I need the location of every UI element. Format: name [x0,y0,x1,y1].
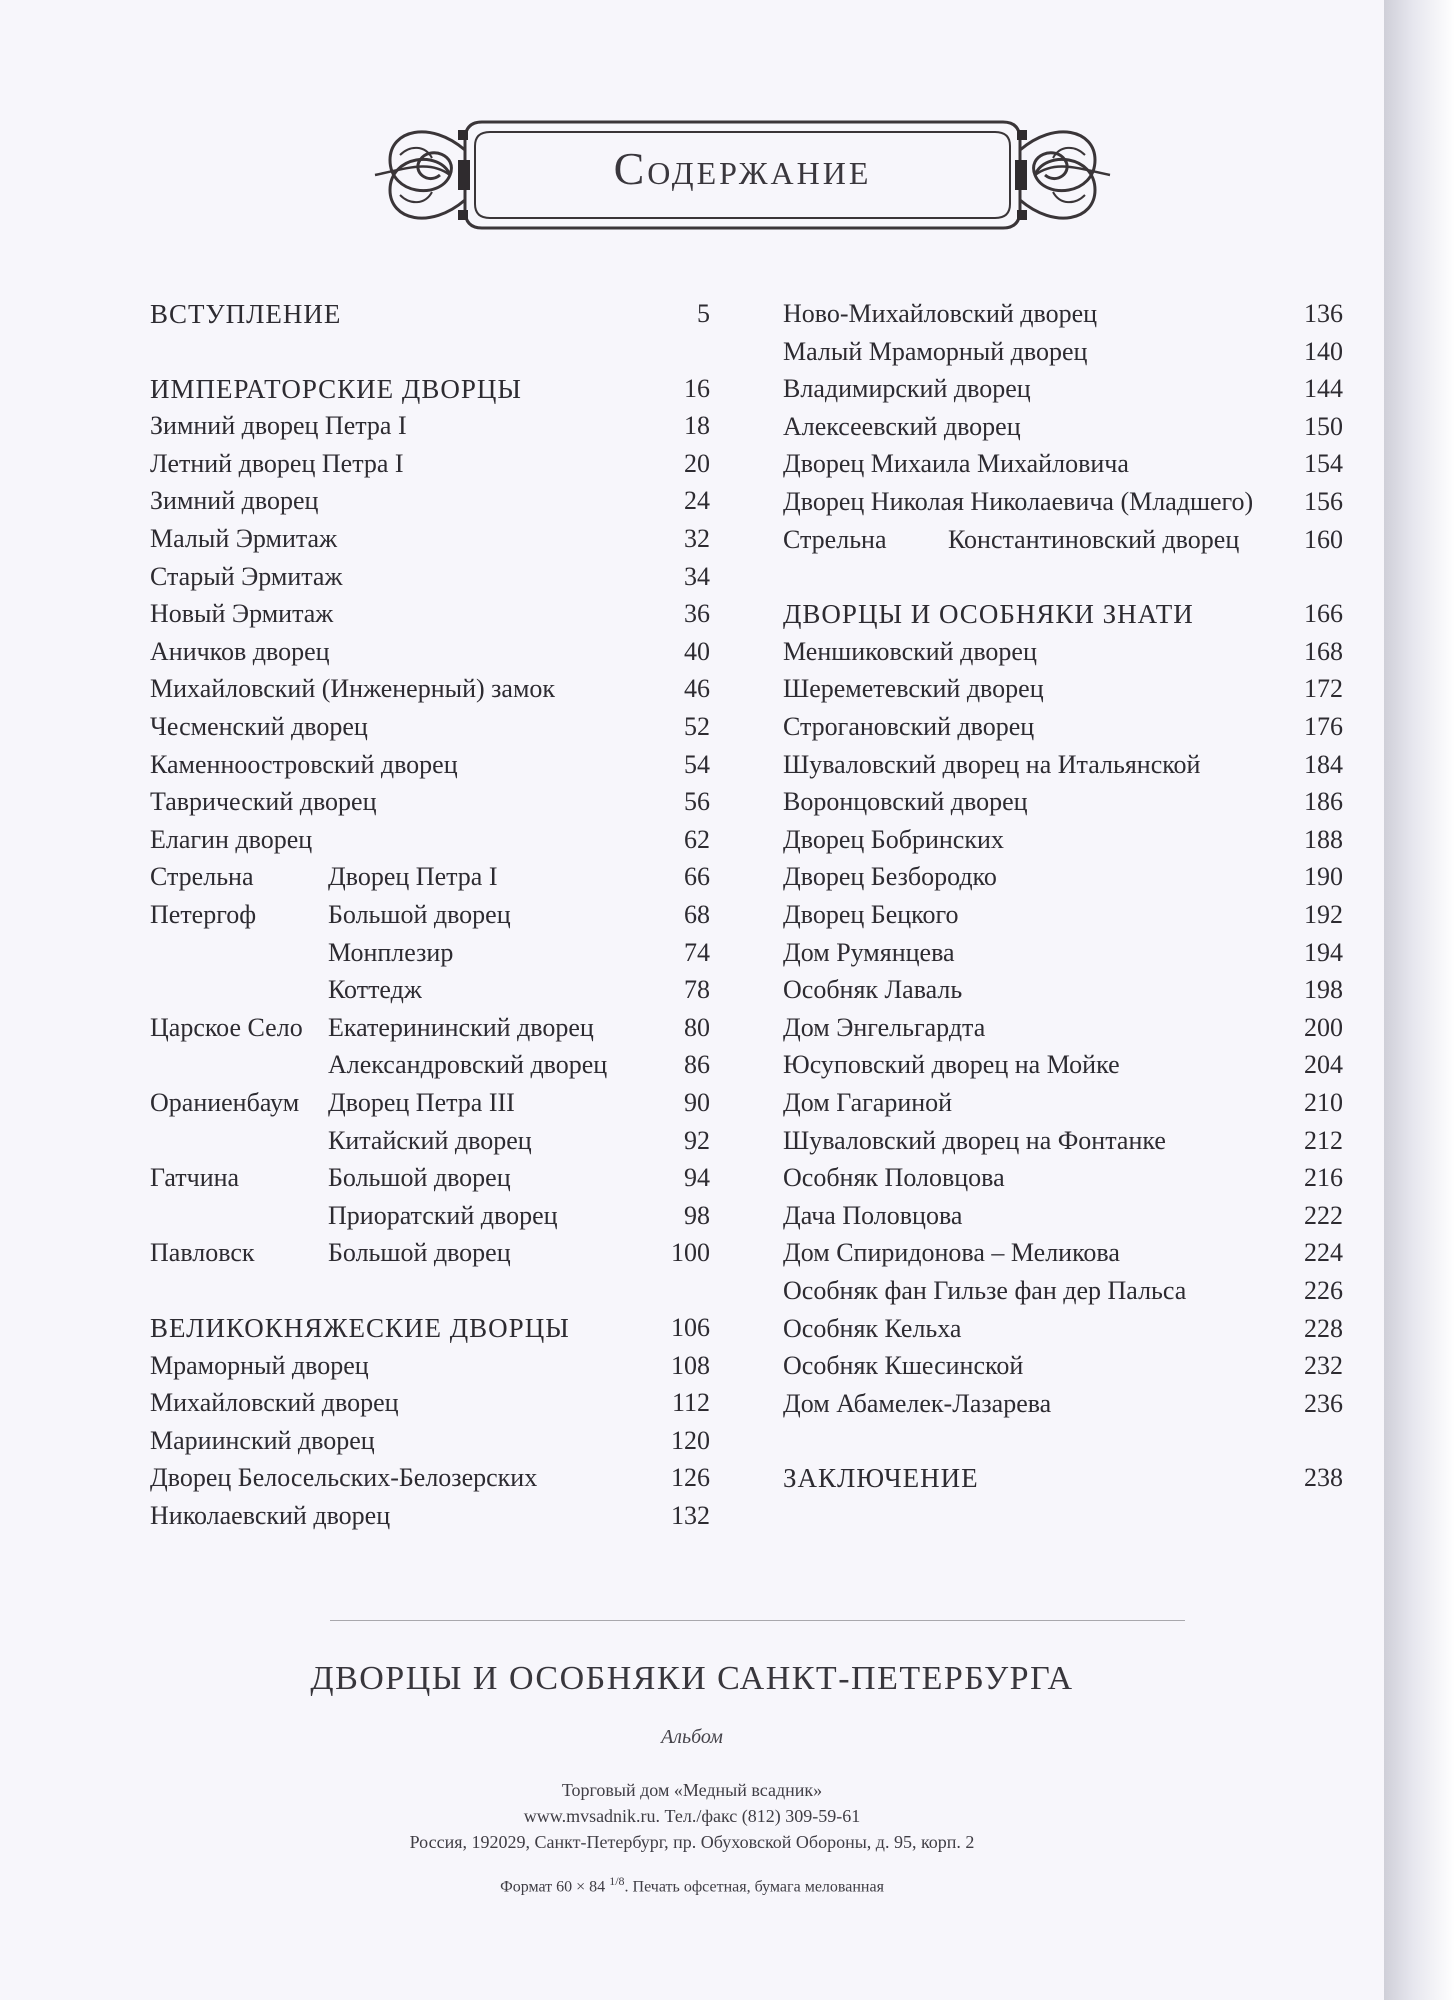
toc-entry [783,1460,1343,1496]
toc-title: Константиновский дворец [948,524,1240,554]
toc-section-heading: ИМПЕРАТОРСКИЕ ДВОРЦЫ [150,373,522,404]
toc-title: Мариинский дворец [150,1425,375,1455]
footer-divider [330,1620,1185,1621]
toc-page-number: 24 [684,486,710,516]
toc-title: Летний дворец Петра I [150,448,404,478]
toc-section-heading: ВСТУПЛЕНИЕ [150,299,342,329]
toc-page-number: 62 [684,824,710,854]
toc-entry [783,935,1343,971]
toc-entry [783,334,1343,370]
toc-page-number: 172 [1304,674,1343,704]
format-prefix: Формат 60 × 84 [500,1878,610,1896]
toc-page-number: 166 [1304,599,1343,629]
toc-title: Зимний дворец [150,486,319,516]
toc-title: Мраморный дворец [150,1350,369,1380]
toc-entry [150,1047,710,1083]
toc-entry [783,1198,1343,1234]
toc-title: Малый Мраморный дворец [783,336,1088,366]
toc-entry [150,859,710,895]
toc-title: Екатерининский дворец [328,1012,594,1042]
toc-entry [783,1123,1343,1159]
toc-entry [783,822,1343,858]
toc-entry [783,671,1343,707]
toc-page-number: 94 [684,1163,710,1193]
toc-entry [150,521,710,557]
toc-page-number: 132 [671,1501,710,1530]
toc-entry [150,709,710,745]
toc-entry [150,822,710,858]
toc-page-number: 90 [684,1088,710,1117]
page-edge [1384,0,1455,2000]
toc-title: Каменноостровский дворец [150,749,458,779]
toc-page-number: 5 [697,299,710,328]
toc-entry [150,634,710,670]
toc-entry [150,897,710,933]
toc-entry [150,1460,710,1496]
toc-page-number: 226 [1304,1276,1343,1305]
toc-title: Дом Спиридонова – Меликова [783,1238,1120,1268]
toc-entry [150,296,710,332]
toc-entry [783,634,1343,670]
toc-page-number: 32 [684,524,710,553]
toc-entry [150,408,710,444]
toc-entry [150,1235,710,1271]
toc-page-number: 66 [684,862,710,892]
toc-entry [150,559,710,595]
toc-title: Малый Эрмитаж [150,524,338,553]
toc-page-number: 80 [684,1012,710,1042]
toc-title: Особняк Лаваль [783,975,963,1005]
toc-entry [150,1310,710,1346]
toc-title: Особняк Половцова [783,1163,1005,1193]
toc-entry [783,596,1343,632]
toc-page-number: 228 [1304,1313,1343,1343]
toc-page-number: 156 [1304,487,1343,516]
toc-page-number: 150 [1304,411,1343,441]
toc-page-number: 40 [684,636,710,666]
toc-page-number: 200 [1304,1012,1343,1042]
toc-title: Большой дворец [328,1238,511,1268]
toc-entry [783,1386,1343,1422]
toc-title: Особняк Кшесинской [783,1351,1024,1381]
toc-entry [783,972,1343,1008]
toc-title: Аничков дворец [150,636,330,666]
toc-page-number: 136 [1304,299,1343,328]
book-subtitle: Альбом [661,1726,723,1748]
format-fraction: 1/8 [609,1874,625,1888]
toc-title: Шуваловский дворец на Итальянской [783,749,1201,779]
toc-page-number: 54 [684,749,710,779]
toc-page-number: 190 [1304,862,1343,892]
toc-entry [783,522,1343,558]
toc-entry [783,709,1343,745]
toc-title: Дом Абамелек-Лазарева [783,1388,1052,1418]
toc-page-number: 36 [684,599,710,629]
toc-title: Дом Энгельгардта [783,1012,986,1042]
toc-place: Петергоф [150,900,257,929]
toc-entry [150,1385,710,1421]
toc-page-number: 120 [671,1425,710,1455]
toc-title: Дом Гагариной [783,1088,953,1117]
toc-page-number: 144 [1304,374,1343,404]
toc-page-number: 224 [1304,1238,1343,1268]
toc-entry [150,1160,710,1196]
toc-page-number: 184 [1304,749,1343,779]
toc-entry [783,1311,1343,1347]
toc-place: Стрельна [150,862,254,892]
book-title: ДВОРЦЫ И ОСОБНЯКИ САНКТ-ПЕТЕРБУРГА [310,1660,1074,1697]
toc-title: Михайловский (Инженерный) замок [150,674,556,704]
toc-title: Алексеевский дворец [783,411,1021,441]
toc-place: Павловск [150,1238,255,1268]
toc-page-number: 78 [684,975,710,1005]
toc-page-number: 198 [1304,975,1343,1005]
toc-page-number: 188 [1304,824,1343,854]
toc-page-number: 86 [684,1050,710,1080]
toc-title: Меншиковский дворец [783,636,1037,666]
toc-entry [783,859,1343,895]
toc-place: Ораниенбаум [150,1088,300,1117]
toc-entry [150,1348,710,1384]
toc-page-number: 126 [671,1463,710,1493]
toc-title: Большой дворец [328,900,511,929]
toc-title: Зимний дворец Петра I [150,411,407,441]
format-suffix: . Печать офсетная, бумага мелованная [624,1878,884,1896]
toc-page-number: 100 [671,1238,710,1268]
toc-entry [783,784,1343,820]
toc-page-number: 16 [684,373,710,403]
toc-entry [783,296,1343,332]
toc-entry [150,671,710,707]
toc-place: Царское Село [150,1012,303,1042]
toc-page-number: 46 [684,674,710,704]
publisher-line: Торговый дом «Медный всадник» [561,1780,823,1800]
toc-entry [150,1010,710,1046]
toc-page-number: 154 [1304,449,1343,479]
toc-title: Дворец Петра I [328,862,498,892]
toc-entry [783,409,1343,445]
toc-page-number: 168 [1304,636,1343,666]
toc-page-number: 160 [1304,524,1343,554]
toc-title: Шуваловский дворец на Фонтанке [783,1125,1166,1155]
toc-title: Елагин дворец [150,824,313,854]
toc-title: Коттедж [328,975,422,1005]
toc-title: Чесменский дворец [150,712,368,741]
toc-page-number: 92 [684,1125,710,1155]
toc-title: Монплезир [328,937,454,967]
toc-title: Юсуповский дворец на Мойке [783,1050,1120,1080]
address-line: Россия, 192029, Санкт-Петербург, пр. Обуховской Обороны, д. 95, корп. 2 [409,1832,975,1852]
toc-title: Александровский дворец [328,1050,608,1080]
toc-title: Дворец Николая Николаевича (Младшего) [783,487,1254,516]
toc-page-number: 210 [1304,1088,1343,1117]
toc-page-number: 222 [1304,1200,1343,1230]
toc-entry [150,1198,710,1234]
ornamental-title-frame [370,100,1115,250]
toc-entry [150,1085,710,1121]
toc-entry [150,1423,710,1459]
toc-title: Дом Румянцева [783,937,955,967]
toc-title: Михайловский дворец [150,1388,399,1418]
contacts-line: www.mvsadnik.ru. Тел./факс (812) 309-59-61 [523,1806,861,1826]
toc-entry [150,747,710,783]
toc-page-number: 112 [671,1388,710,1418]
toc-entry [783,371,1343,407]
toc-page-number: 186 [1304,787,1343,817]
contents-heading: Содержание [613,143,872,194]
toc-page-number: 192 [1304,900,1343,929]
toc-title: Приоратский дворец [328,1200,558,1230]
toc-page-number: 140 [1304,336,1343,366]
toc-entry [783,1047,1343,1083]
toc-page-number: 194 [1304,937,1343,967]
toc-title: Особняк фан Гильзе фан дер Пальса [783,1276,1187,1305]
toc-entry [783,446,1343,482]
toc-place: Стрельна [783,524,887,554]
toc-section-heading: ДВОРЦЫ И ОСОБНЯКИ ЗНАТИ [783,599,1194,630]
toc-title: Дворец Михаила Михайловича [783,449,1129,479]
toc-entry [783,897,1343,933]
toc-title: Ново-Михайловский дворец [783,299,1098,328]
toc-title: Старый Эрмитаж [150,561,343,591]
toc-page-number: 176 [1304,712,1343,741]
toc-page-number: 216 [1304,1163,1343,1193]
toc-page-number: 68 [684,900,710,929]
toc-title: Новый Эрмитаж [150,599,334,629]
toc-page-number: 238 [1304,1463,1343,1493]
toc-entry [783,1160,1343,1196]
toc-entry [150,972,710,1008]
toc-title: Шереметевский дворец [783,674,1044,704]
toc-title: Большой дворец [328,1163,511,1193]
toc-entry [783,1085,1343,1121]
toc-page-number: 74 [684,937,710,967]
toc-entry [783,484,1343,520]
toc-entry [150,371,710,407]
toc-title: Строгановский дворец [783,712,1035,741]
toc-page-number: 20 [684,448,710,478]
toc-page-number: 106 [671,1313,710,1342]
toc-entry [783,1348,1343,1384]
toc-page-number: 108 [671,1350,710,1380]
toc-page-number: 212 [1304,1125,1343,1155]
toc-entry [150,483,710,519]
toc-place: Гатчина [150,1163,240,1193]
toc-page-number: 98 [684,1200,710,1230]
toc-entry [150,935,710,971]
toc-title: Дворец Бобринских [783,824,1004,854]
toc-title: Дворец Безбородко [783,862,997,892]
toc-entry [150,784,710,820]
toc-title: Николаевский дворец [150,1501,391,1530]
toc-title: Владимирский дворец [783,374,1031,404]
toc-entry [783,1273,1343,1309]
toc-page-number: 34 [684,561,710,591]
toc-title: Дворец Бецкого [783,900,959,929]
toc-entry [150,596,710,632]
toc-page-number: 56 [684,787,710,817]
toc-title: Особняк Кельха [783,1313,962,1343]
toc-page-number: 18 [684,411,710,441]
toc-section-heading: ВЕЛИКОКНЯЖЕСКИЕ ДВОРЦЫ [150,1313,570,1343]
toc-title: Дворец Белосельских-Белозерских [150,1463,538,1493]
toc-entry [783,747,1343,783]
toc-entry [783,1235,1343,1271]
toc-title: Воронцовский дворец [783,787,1028,817]
toc-title: Китайский дворец [328,1125,532,1155]
format-line [0,1874,1384,1896]
toc-page-number: 52 [684,712,710,741]
toc-title: Дача Половцова [783,1200,963,1230]
toc-section-heading: ЗАКЛЮЧЕНИЕ [783,1463,979,1494]
toc-entry [150,1498,710,1534]
toc-entry [783,1010,1343,1046]
toc-title: Таврический дворец [150,787,377,817]
toc-entry [150,1123,710,1159]
toc-page-number: 204 [1304,1050,1343,1080]
toc-page-number: 236 [1304,1388,1343,1418]
toc-page-number: 232 [1304,1351,1343,1381]
toc-entry [150,446,710,482]
toc-title: Дворец Петра III [328,1088,515,1117]
